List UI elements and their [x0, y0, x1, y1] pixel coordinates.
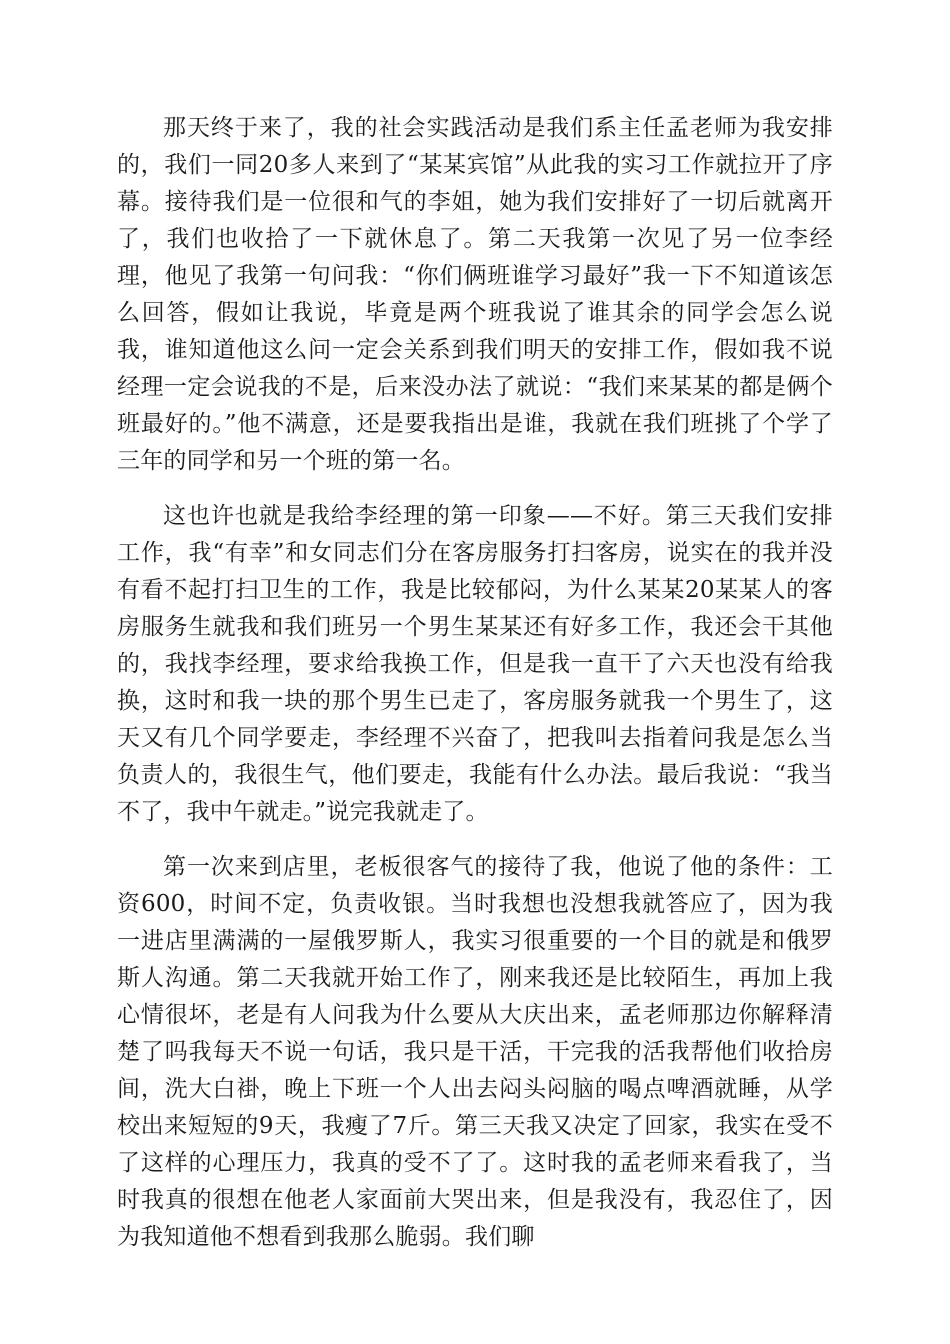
paragraph-2: 这也许也就是我给李经理的第一印象——不好。第三天我们安排工作，我“有幸”和女同志们分在客房服务打扫客房，说实在的我并没有看不起打扫卫生的工作，我是比较郁闷，为什么某某20某某人的客房服务生就我和我们班另一个男生某某还有好多工作，我还会干其他的，我找李经理，要求给我换工作，但是我一直干了六天也没有给我换，这时和我一块的那个男生已走了，客房服务就我一个男生了，这天又有几个同学要走，李经理不兴奋了，把我叫去指着问我是怎么当负责人的，我很生气，他们要走，我能有什么办法。最后我说：“我当不了，我中午就走。”说完我就走了。 — [117, 503, 833, 825]
paragraph-3: 第一次来到店里，老板很客气的接待了我，他说了他的条件：工资600，时间不定，负责收银。当时我想也没想我就答应了，因为我一进店里满满的一屋俄罗斯人，我实习很重要的一个目的就是和俄罗斯人沟通。第二天我就开始工作了，刚来我还是比较陌生，再加上我心情很坏，老是有人问我为什么要从大庆出来，孟老师那边你解释清楚了吗我每天不说一句话，我只是干活，干完我的活我帮他们收拾房间，洗大白褂，晚上下班一个人出去闷头闷脑的喝点啤酒就睡，从学校出来短短的9天，我瘦了7斤。第三天我又决定了回家，我实在受不了这样的心理压力，我真的受不了了。这时我的孟老师来看我了，当时我真的很想在他老人家面前大哭出来，但是我没有，我忍住了，因为我知道他不想看到我那么脆弱。我们聊 — [117, 854, 833, 1250]
document-body — [117, 110, 833, 1274]
paragraph-1: 那天终于来了，我的社会实践活动是我们系主任孟老师为我安排的，我们一同20多人来到了“某某宾馆”从此我的实习工作就拉开了序幕。接待我们是一位很和气的李姐，她为我们安排好了一切后就离开了，我们也收拾了一下就休息了。第二天我第一次见了另一位李经理，他见了我第一句问我：“你们俩班谁学习最好”我一下不知道该怎么回答，假如让我说，毕竟是两个班我说了谁其余的同学会怎么说我，谁知道他这么问一定会关系到我们明天的安排工作，假如我不说经理一定会说我的不是，后来没办法了就说：“我们来某某的都是俩个班最好的。”他不满意，还是要我指出是谁，我就在我们班挑了个学了三年的同学和另一个班的第一名。 — [117, 115, 833, 474]
